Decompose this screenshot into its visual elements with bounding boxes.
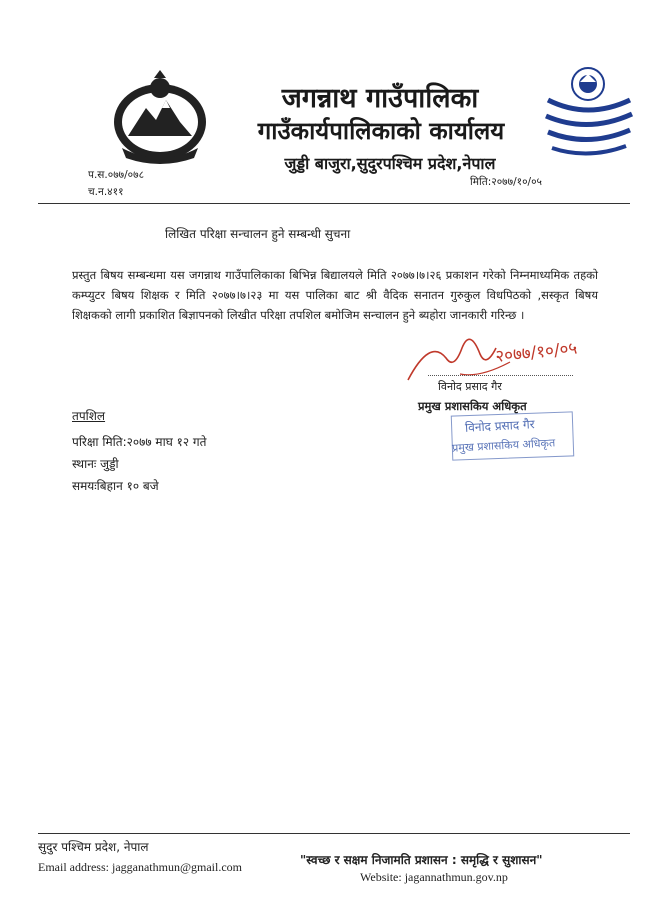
footer-email: Email address: jagganathmun@gmail.com xyxy=(38,860,242,874)
footer-province: सुदुर पश्चिम प्रदेश, नेपाल xyxy=(38,840,149,854)
signature-date: २०७७/१०/०५ xyxy=(494,338,579,367)
reference-number: प.स.०७७/०७८ xyxy=(88,169,145,181)
notice-subject: लिखित परिक्षा सन्चालन हुने सम्बन्धी सुचना xyxy=(165,227,351,241)
office-subtitle: गाउँकार्यपालिकाको कार्यालय xyxy=(257,117,505,145)
stamp-title: प्रमुख प्रशासकिय अधिकृत xyxy=(451,436,556,455)
details-heading: तपशिल xyxy=(72,409,106,423)
signatory-title: प्रमुख प्रशासकिय अधिकृत xyxy=(418,399,527,413)
footer-slogan: "स्वच्छ र सक्षम निजामति प्रशासन : समृद्धि र सुशासन" xyxy=(300,853,543,867)
letter-date: मिति:२०७७/१०/०५ xyxy=(470,176,542,188)
header-divider xyxy=(38,203,630,204)
coat-of-arms-emblem xyxy=(108,70,212,166)
handwritten-signature xyxy=(400,318,600,388)
dispatch-number: च.न.४११ xyxy=(88,186,124,198)
notice-body: प्रस्तुत बिषय सम्बन्धमा यस जगन्नाथ गाउँपालिकाका बिभिन्न बिद्यालयले मिति २०७७।७।२६ प्रकाशन गरेको निम्नमाध्यमिक तहको कम्प्युटर बिषय शिक्षक र मिति २०७७।७।२३ मा यस पालिका बाट श्री वैदिक सनातन गुरुकुल विधपिठको ,सस्कृत बिषय शिक्षकको लागी प्रकाशित बिज्ञापनको लिखीत परिक्षा तपशिल बमोजिम सन्चालन हुने ब्यहोरा जानकारी गरिन्छ । xyxy=(72,268,598,322)
office-name: जगन्नाथ गाउँपालिका xyxy=(281,83,479,114)
signatory-name: विनोद प्रसाद गैर xyxy=(438,380,502,393)
footer-website: Website: jagannathmun.gov.np xyxy=(360,870,508,884)
office-address: जुड्डी बाजुरा,सुदुरपश्चिम प्रदेश,नेपाल xyxy=(284,154,496,173)
footer-divider xyxy=(38,833,630,834)
exam-time: समयःबिहान १० बजे xyxy=(72,479,159,493)
signature-line xyxy=(428,375,573,376)
exam-venue: स्थानः जुड्डी xyxy=(72,457,119,471)
municipal-seal xyxy=(538,60,638,170)
stamp-name: विनोद प्रसाद गैर xyxy=(464,417,535,435)
exam-date: परिक्षा मिति:२०७७ माघ १२ गते xyxy=(72,435,207,449)
